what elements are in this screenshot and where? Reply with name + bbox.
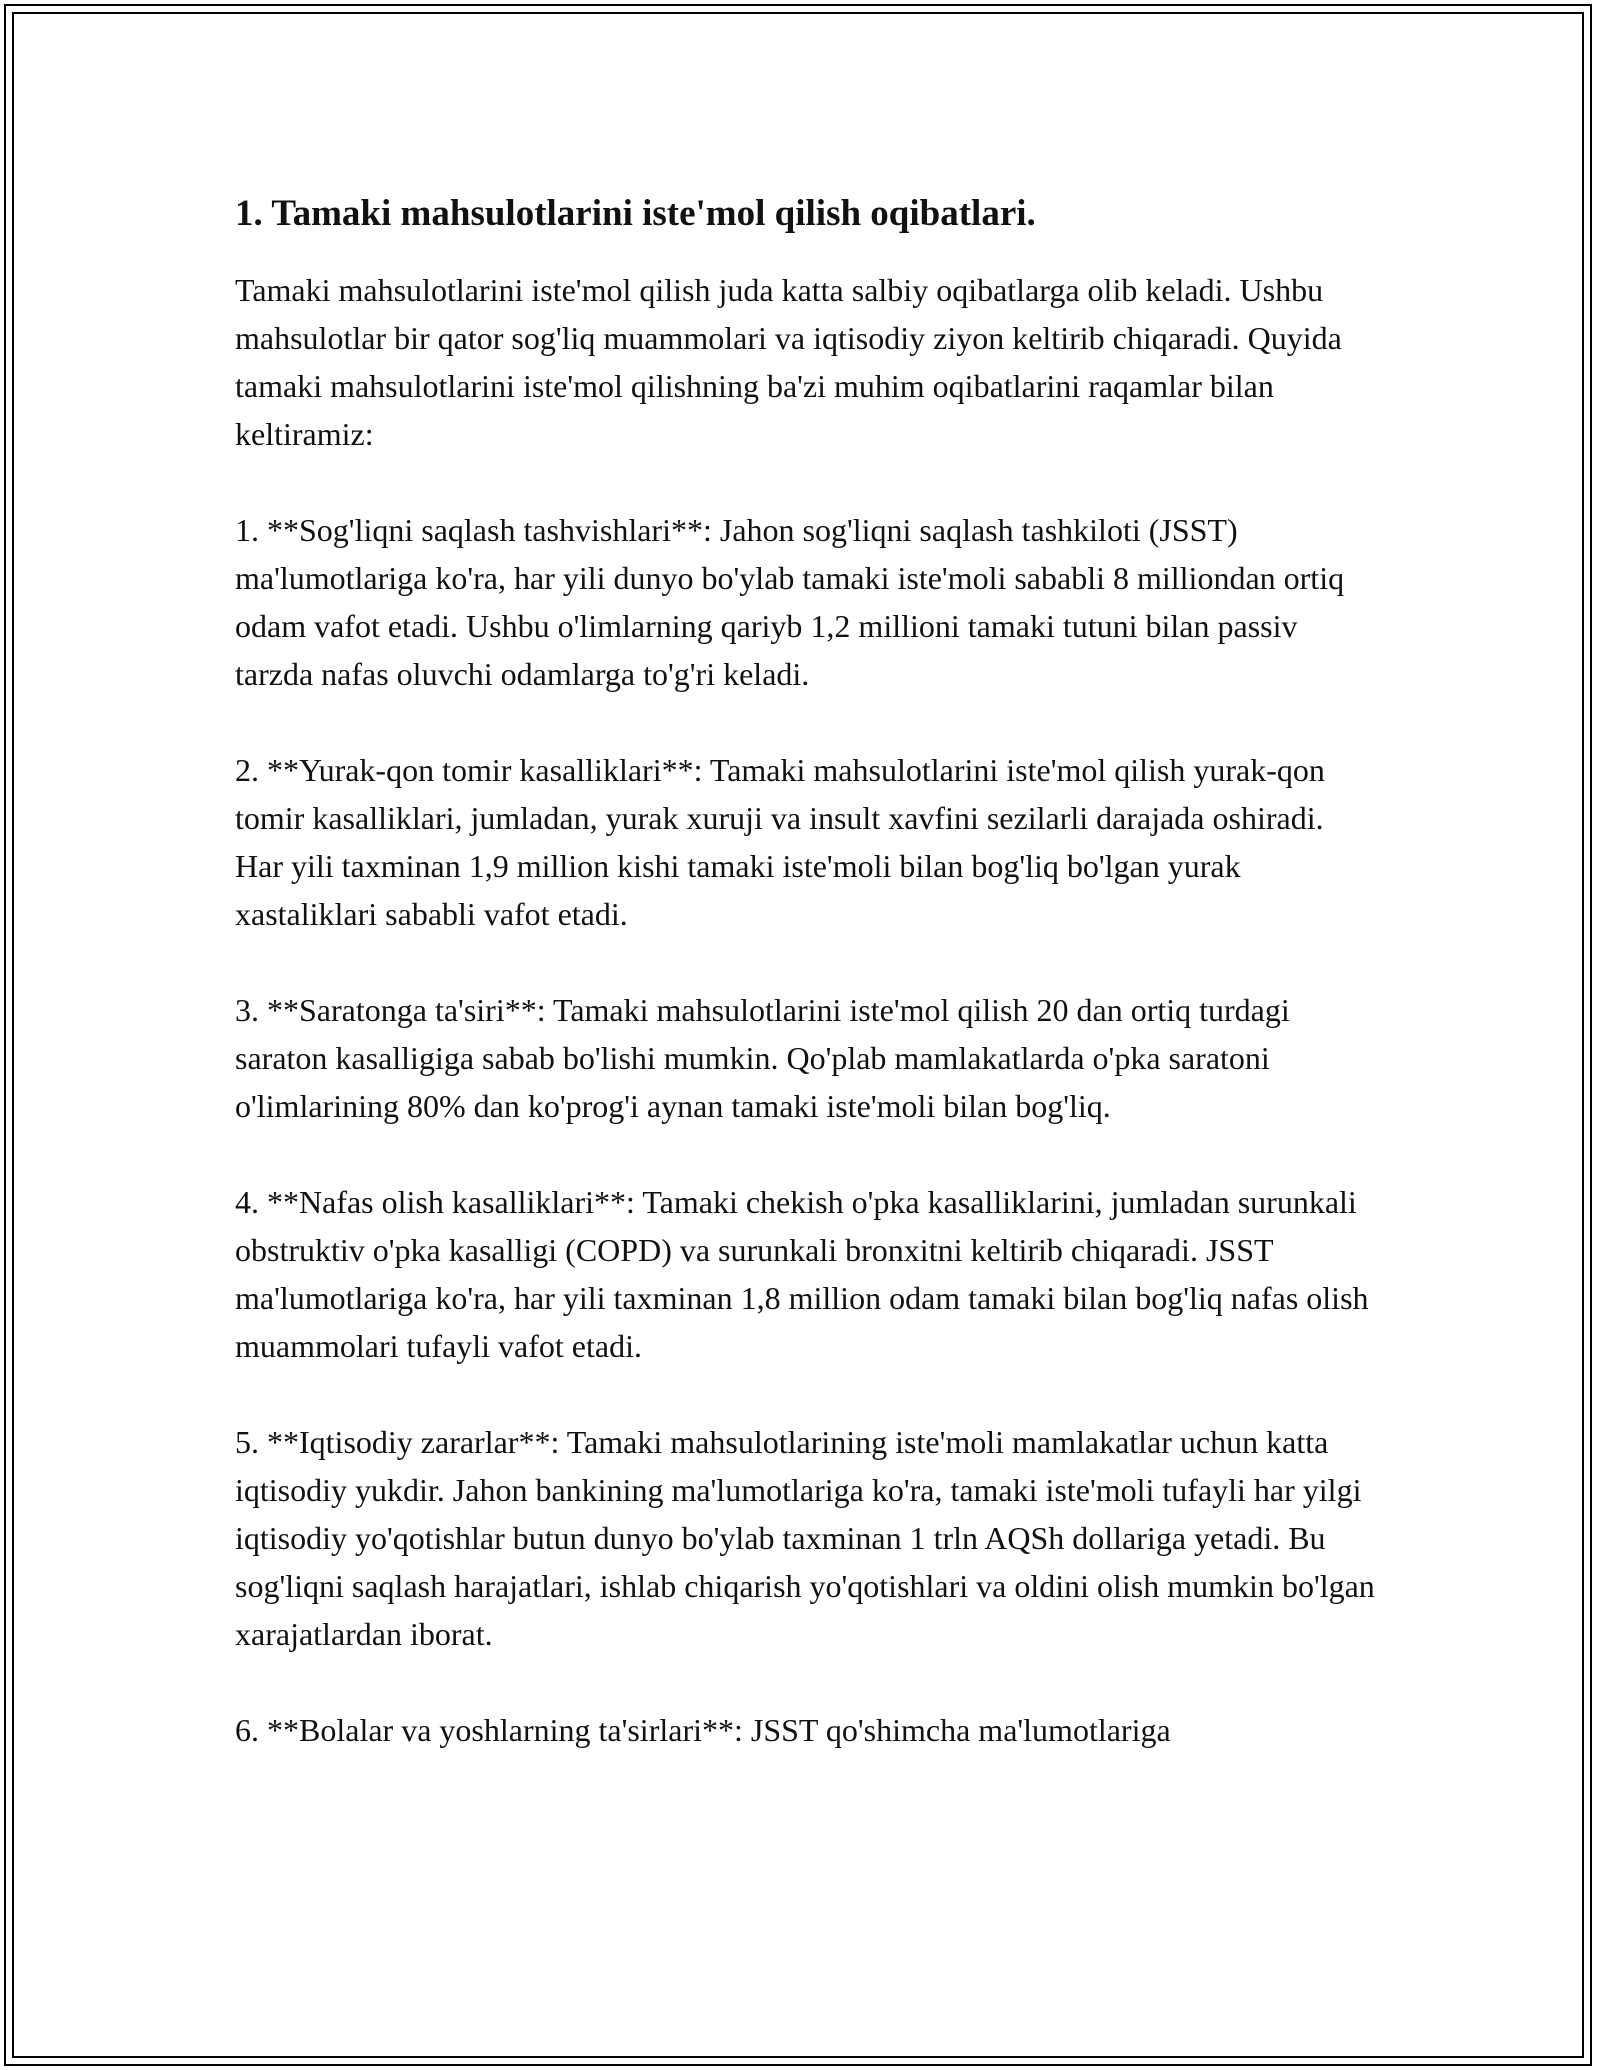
paragraph-cancer: 3. **Saratonga ta'siri**: Tamaki mahsulotlarini iste'mol qilish 20 dan ortiq turdagi saraton kasalligiga sabab bo'lishi mumkin. Qo'plab mamlakatlarda o'pka saratoni o'limlarining 80% dan ko'prog'i aynan tamaki iste'moli bilan bog'liq. xyxy=(235,992,1290,1124)
document-body xyxy=(235,190,1375,1802)
paragraph-respiratory: 4. **Nafas olish kasalliklari**: Tamaki chekish o'pka kasalliklarini, jumladan surunkali obstruktiv o'pka kasalligi (COPD) va surunkali bronxitni keltirib chiqaradi. JSST ma'lumotlariga ko'ra, har yili taxminan 1,8 million odam tamaki bilan bog'liq nafas olish muammolari tufayli vafot etadi. xyxy=(235,1184,1369,1364)
paragraph-youth: 6. **Bolalar va yoshlarning ta'sirlari**: JSST qo'shimcha ma'lumotlariga xyxy=(235,1712,1171,1748)
paragraph-economic: 5. **Iqtisodiy zararlar**: Tamaki mahsulotlarining iste'moli mamlakatlar uchun katta iqtisodiy yukdir. Jahon bankining ma'lumotlariga ko'ra, tamaki iste'moli tufayli har yilgi iqtisodiy yo'qotishlar butun dunyo bo'ylab taxminan 1 trln AQSh dollariga yetadi. Bu sog'liqni saqlash harajatlari, ishlab chiqarish yo'qotishlari va oldini olish mumkin bo'lgan xarajatlardan iborat. xyxy=(235,1424,1375,1652)
paragraph-cardiovascular: 2. **Yurak-qon tomir kasalliklari**: Tamaki mahsulotlarini iste'mol qilish yurak-qon tomir kasalliklari, jumladan, yurak xuruji va insult xavfini sezilarli darajada oshiradi. Har yili taxminan 1,9 million kishi tamaki iste'moli bilan bog'liq bo'lgan yurak xastaliklari sababli vafot etadi. xyxy=(235,752,1325,932)
document-title: 1. Tamaki mahsulotlarini iste'mol qilish oqibatlari. xyxy=(235,193,1036,234)
paragraph-health-concerns: 1. **Sog'liqni saqlash tashvishlari**: Jahon sog'liqni saqlash tashkiloti (JSST) ma'lumotlariga ko'ra, har yili dunyo bo'ylab tamaki iste'moli sababli 8 milliondan ortiq odam vafot etadi. Ushbu o'limlarning qariyb 1,2 millioni tamaki tutuni bilan passiv tarzda nafas oluvchi odamlarga to'g'ri keladi. xyxy=(235,512,1345,692)
intro-paragraph: Tamaki mahsulotlarini iste'mol qilish juda katta salbiy oqibatlarga olib keladi. Ushbu mahsulotlar bir qator sog'liq muammolari va iqtisodiy ziyon keltirib chiqaradi. Quyida tamaki mahsulotlarini iste'mol qilishning ba'zi muhim oqibatlarini raqamlar bilan keltiramiz: xyxy=(235,272,1342,452)
